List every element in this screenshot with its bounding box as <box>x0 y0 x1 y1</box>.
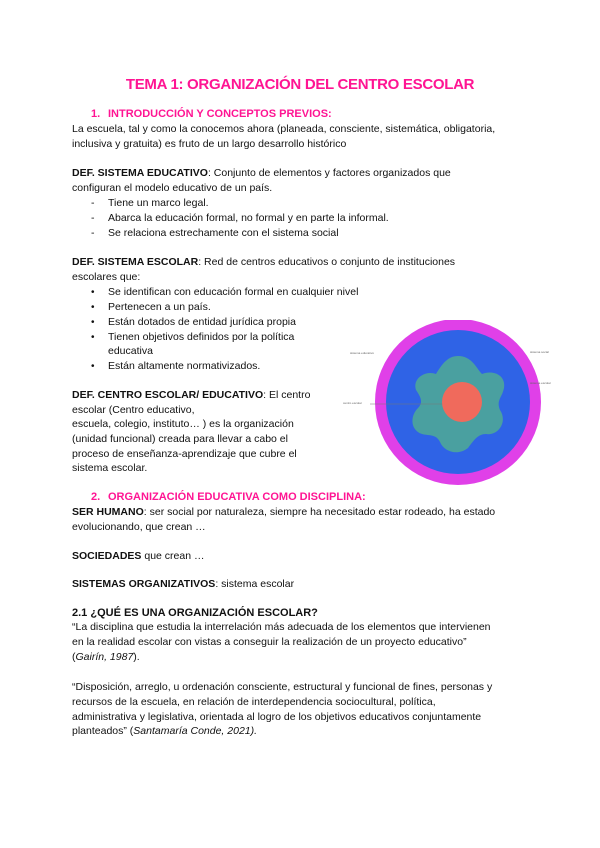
list-item: Tiene un marco legal. <box>108 197 209 209</box>
def-sistema-escolar-text: : Red de centros educativos o conjunto de instituciones <box>198 256 456 268</box>
concentric-diagram <box>330 320 560 490</box>
bullet-icon: • <box>91 302 95 313</box>
def-sistema-escolar-term: DEF. SISTEMA ESCOLAR <box>72 256 199 268</box>
quote-1-line-1: “La disciplina que estudia la interrelación más adecuada de los elementos que intervienen <box>72 621 491 633</box>
list-item: Se identifican con educación formal en cualquier nivel <box>108 286 359 298</box>
list-item: Pertenecen a un país. <box>108 301 211 313</box>
quote-2-line-3: administrativa y legislativa, orientada al logro de los objetivos educativos conjuntamente <box>72 711 482 723</box>
quote-1-cite-open: ( <box>72 651 76 663</box>
quote-2-line-2: recursos de la escuela, en relación de interdependencia sociocultural, política, <box>72 696 436 708</box>
sociedades-line <box>72 549 204 564</box>
section-1-number: 1. <box>91 108 101 120</box>
diagram-core-circle <box>442 382 482 422</box>
list-item: Abarca la educación formal, no formal y en parte la informal. <box>108 212 389 224</box>
intro-line-1: La escuela, tal y como la conocemos ahora (planeada, consciente, sistemática, obligatoria, <box>72 123 496 135</box>
bullet-icon: • <box>91 287 95 298</box>
section-2-number: 2. <box>91 491 101 503</box>
section-2-heading: ORGANIZACIÓN EDUCATIVA COMO DISCIPLINA: <box>108 491 366 503</box>
def-centro-escolar-line-5: proceso de enseñanza-aprendizaje que cubre el <box>72 448 297 460</box>
ser-humano-text: : ser social por naturaleza, siempre ha necesitado estar rodeado, ha estado <box>143 506 496 518</box>
ser-humano-line-2: evolucionando, que crean … <box>72 521 206 533</box>
list-item: Están dotados de entidad jurídica propia <box>108 316 296 328</box>
def-centro-escolar-line-3: escuela, colegio, instituto… ) es la organización <box>72 418 294 430</box>
diagram-label-left-mid: centro escolar <box>343 401 362 405</box>
quote-2-line-4-text: planteados” ( <box>72 725 134 737</box>
def-centro-escolar-text: : El centro <box>263 389 311 401</box>
def-sistema-educativo-term: DEF. SISTEMA EDUCATIVO <box>72 167 208 179</box>
bullet-icon: • <box>91 317 95 328</box>
diagram-label-right-top: sistema social <box>530 350 549 354</box>
quote-1-cite-close: ). <box>133 651 140 663</box>
diagram-label-left-top: sistema educativo <box>350 351 375 355</box>
sistemas-organizativos-line <box>72 577 294 592</box>
def-sistema-escolar <box>72 255 455 270</box>
sociedades-term: SOCIEDADES <box>72 550 142 562</box>
list-dash: - <box>91 212 95 224</box>
list-item: Se relaciona estrechamente con el sistema social <box>108 227 339 239</box>
sistemas-organizativos-text: : sistema escolar <box>215 578 295 590</box>
quote-1-line-2: en la realidad escolar con vistas a conseguir la realización de un proyecto educativo” <box>72 636 467 648</box>
def-sistema-escolar-line-2: escolares que: <box>72 271 141 283</box>
list-dash: - <box>91 227 95 239</box>
bullet-icon: • <box>91 332 95 343</box>
ser-humano-line-1 <box>72 505 495 520</box>
section-1-heading: INTRODUCCIÓN Y CONCEPTOS PREVIOS: <box>108 108 332 120</box>
quote-2-line-1: “Disposición, arreglo, u ordenación consciente, estructural y funcional de fines, personas y <box>72 681 493 693</box>
ser-humano-term: SER HUMANO <box>72 506 144 518</box>
quote-1-cite-author: Gairín, 1987 <box>75 651 134 663</box>
def-centro-escolar-line-2: escolar (Centro educativo, <box>72 404 195 416</box>
list-item: Tienen objetivos definidos por la política <box>108 331 295 343</box>
quote-2-line-4 <box>72 724 257 739</box>
quote-1-citation <box>72 650 140 665</box>
def-centro-escolar <box>72 388 310 403</box>
def-centro-escolar-line-6: sistema escolar. <box>72 462 148 474</box>
list-dash: - <box>91 197 95 209</box>
def-sistema-educativo-text: : Conjunto de elementos y factores organizados que <box>207 167 451 179</box>
bullet-icon: • <box>91 361 95 372</box>
def-sistema-educativo-line-2: configuran el modelo educativo de un país. <box>72 182 273 194</box>
def-centro-escolar-line-4: (unidad funcional) creada para llevar a cabo el <box>72 433 288 445</box>
section-2-1-heading: 2.1 ¿QUÉ ES UNA ORGANIZACIÓN ESCOLAR? <box>72 607 318 619</box>
list-item-continuation: educativa <box>108 345 153 357</box>
list-item: Están altamente normativizados. <box>108 360 261 372</box>
page-title: TEMA 1: ORGANIZACIÓN DEL CENTRO ESCOLAR <box>125 76 475 93</box>
def-sistema-educativo <box>72 166 451 181</box>
sociedades-text: que crean … <box>141 550 205 562</box>
quote-2-cite-author: Santamaría Conde, 2021). <box>133 725 258 737</box>
diagram-label-right-mid: sistema escolar <box>530 381 551 385</box>
sistemas-organizativos-term: SISTEMAS ORGANIZATIVOS <box>72 578 216 590</box>
intro-line-2: inclusiva y gratuita) es fruto de un largo desarrollo histórico <box>72 138 347 150</box>
def-centro-escolar-term: DEF. CENTRO ESCOLAR/ EDUCATIVO <box>72 389 264 401</box>
